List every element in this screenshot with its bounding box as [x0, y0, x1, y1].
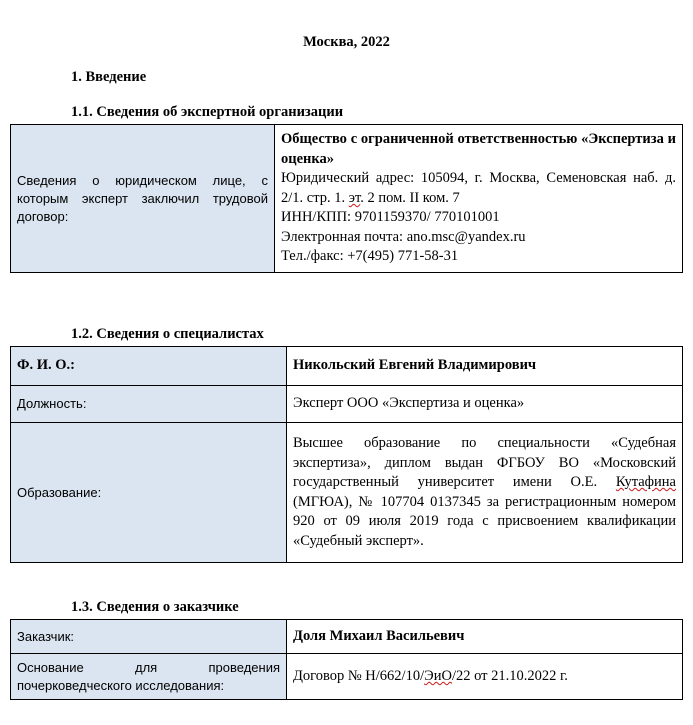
section-organization-heading: 1.1. Сведения об экспертной организации [71, 104, 344, 120]
organization-address: Юридический адрес: 105094, г. Москва, Семеновская наб. д. 2/1. стр. 1. эт. 2 пом. II ком. 7 [281, 170, 676, 206]
customer-label: Заказчик: [11, 620, 287, 654]
fio-value: Никольский Евгений Владимирович [287, 347, 683, 386]
section-introduction-heading: 1. Введение [71, 69, 147, 85]
organization-table [10, 124, 683, 273]
education-label: Образование: [11, 423, 287, 563]
customer-table [10, 619, 683, 700]
specialist-table [10, 346, 683, 563]
specialist-fio-row [11, 347, 683, 386]
section-customer-heading: 1.3. Сведения о заказчике [71, 599, 239, 615]
basis-value: Договор № Н/662/10/ЭиО/22 от 21.10.2022 г. [287, 654, 683, 700]
organization-name: Общество с ограниченной ответственностью «Экспертиза и оценка» [281, 131, 676, 167]
customer-row [11, 620, 683, 654]
document-title: Москва, 2022 [303, 34, 390, 50]
section-specialists-heading: 1.2. Сведения о специалистах [71, 326, 264, 342]
basis-row [11, 654, 683, 700]
position-label: Должность: [11, 386, 287, 423]
education-value: Высшее образование по специальности «Судебная экспертиза», диплом выдан ФГБОУ ВО «Московский государственный университет имени О.Е. Кутафина (МГЮА), № 107704 0137345 за регистрационным номером 920 от 09 июля 2019 года с присвоением квалификации «Судебный эксперт». [287, 423, 683, 563]
organization-phone: Тел./факс: +7(495) 771-58-31 [281, 248, 459, 265]
organization-email: Электронная почта: ano.msc@yandex.ru [281, 228, 526, 245]
basis-label: Основание для проведения почерковедческого исследования: [11, 654, 287, 700]
organization-label: Сведения о юридическом лице, с которым эксперт заключил трудовой договор: [11, 125, 275, 273]
customer-value: Доля Михаил Васильевич [287, 620, 683, 654]
fio-label: Ф. И. О.: [11, 347, 287, 386]
organization-row [11, 125, 683, 273]
organization-details [275, 125, 683, 273]
specialist-education-row [11, 423, 683, 563]
organization-inn: ИНН/КПП: 9701159370/ 770101001 [281, 209, 500, 226]
position-value: Эксперт ООО «Экспертиза и оценка» [287, 386, 683, 423]
specialist-position-row [11, 386, 683, 423]
